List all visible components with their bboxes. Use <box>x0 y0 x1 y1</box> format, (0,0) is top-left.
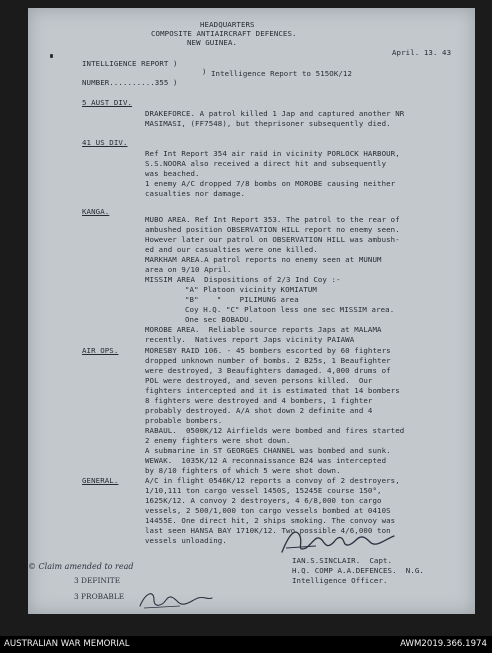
text-line: probable bombers. <box>145 416 223 425</box>
footer-institution: AUSTRALIAN WAR MEMORIAL <box>4 639 130 649</box>
text-line: vessels unloading. <box>145 536 227 545</box>
section-heading-kanga: KANGA. <box>82 207 110 216</box>
text-line: MARKHAM AREA.A patrol reports no enemy seen at MUNUM <box>145 255 382 264</box>
section-heading-41-us-div: 41 US DIV. <box>82 138 128 147</box>
text-line: 2 enemy fighters were shot down. <box>145 436 291 445</box>
text-line: "A" Platoon vicinity KOMIATUM <box>185 285 317 294</box>
header-line-1: HEADQUARTERS <box>200 20 255 29</box>
text-line: casualties nor damage. <box>145 189 246 198</box>
text-line: MASIMASI, (FF7548), but theprisoner subsequently died. <box>145 119 391 128</box>
text-line: area on 9/10 April. <box>145 265 232 274</box>
text-line: MORESBY RAID 106. - 45 bombers escorted by 60 fighters <box>145 346 391 355</box>
handwritten-note: © Claim amended to read <box>28 562 134 571</box>
text-line: was beached. <box>145 169 200 178</box>
report-subject: Intelligence Report to 515OK/12 <box>211 69 353 78</box>
document-sheet <box>28 8 475 614</box>
text-line: MUBO AREA. Ref Int Report 353. The patrol to the rear of <box>145 215 400 224</box>
text-line: recently. Natives report Japs vicinity PAIAWA <box>145 335 355 344</box>
text-line: 1625K/12. A convoy 2 destroyers, 4 6/8,000 ton cargo <box>145 496 382 505</box>
signature-image <box>276 522 406 558</box>
handwritten-note: 3 PROBABLE <box>74 592 125 601</box>
text-line: Coy H.Q. "C" Platoon less one sec MISSIM area. <box>185 305 395 314</box>
text-line: 1/10,111 ton cargo vessel 1450S, 15245E course 150°, <box>145 486 382 495</box>
text-line: One sec BOBADU. <box>185 315 254 324</box>
footer-bar <box>0 636 492 653</box>
text-line: A/C in flight 0546K/12 reports a convoy of 2 destroyers, <box>145 476 400 485</box>
text-line: by 8/10 fighters of which 5 were shot down. <box>145 466 341 475</box>
text-line: MOROBE AREA. Reliable source reports Japs at MALAMA <box>145 325 382 334</box>
intel-report-label: INTELLIGENCE REPORT ) <box>82 59 178 68</box>
text-line: probably destroyed. A/A shot down 2 definite and 4 <box>145 406 373 415</box>
text-line: fighters intercepted and it is estimated that 14 bombers <box>145 386 400 395</box>
text-line: 8 fighters were destroyed and 4 bombers, 1 fighter <box>145 396 373 405</box>
text-line: 1 enemy A/C dropped 7/8 bombs on MOROBE causing neither <box>145 179 396 188</box>
text-line: ambushed position OBSERVATION HILL report no enemy seen. <box>145 225 400 234</box>
text-line: RABAUL. 0500K/12 Airfields were bombed and fires started <box>145 426 405 435</box>
text-line: MISSIM AREA Dispositions of 2/3 Ind Coy :- <box>145 275 341 284</box>
report-date: April. 13. 43 <box>392 48 452 57</box>
signature-name: IAN.S.SINCLAIR. Capt. <box>292 556 393 565</box>
footer-accession-number: AWM2019.366.1974 <box>400 639 487 649</box>
text-line: vessels, 2 500/1,000 ton cargo vessels bombed at 0410S <box>145 506 391 515</box>
signature-title: Intelligence Officer. <box>292 576 388 585</box>
ink-mark <box>50 54 53 58</box>
text-line: However later our patrol on OBSERVATION HILL was ambush- <box>145 235 400 244</box>
section-heading-general: GENERAL. <box>82 476 119 485</box>
report-number: NUMBER..........355 ) <box>82 78 178 87</box>
initials-signature <box>136 586 216 612</box>
signature-unit: H.Q. COMP A.A.DEFENCES. N.G. <box>292 566 424 575</box>
text-line: dropped unknown number of bombs. 2 B25s, 1 Beaufighter <box>145 356 391 365</box>
text-line: were destroyed, 3 Beaufighters damaged. 4,000 drums of <box>145 366 391 375</box>
section-heading-air-ops: AIR OPS. <box>82 346 119 355</box>
handwritten-note: 3 DEFINITE <box>74 576 121 585</box>
text-line: last seen HANSA BAY 1710K/12. Two possible 4/6,000 ton <box>145 526 391 535</box>
text-line: 14455E. One direct hit, 2 ships smoking. The convoy was <box>145 516 396 525</box>
text-line: DRAKEFORCE. A patrol killed 1 Jap and captured another NR <box>145 109 405 118</box>
text-line: A submarine in ST GEORGES CHANNEL was bombed and sunk. <box>145 446 391 455</box>
text-line: "B" " PILIMUNG area <box>185 295 299 304</box>
header-line-2: COMPOSITE ANTIAIRCRAFT DEFENCES. <box>151 29 297 38</box>
text-line: S.S.NOORA also received a direct hit and subsequently <box>145 159 387 168</box>
text-line: ed and our casualties were one killed. <box>145 245 318 254</box>
text-line: WEWAK. 1035K/12 A reconnaissance B24 was intercepted <box>145 456 387 465</box>
brace-mid: ) <box>202 67 207 76</box>
text-line: Ref Int Report 354 air raid in vicinity PORLOCK HARBOUR, <box>145 149 400 158</box>
text-line: POL were destroyed, and seven persons killed. Our <box>145 376 373 385</box>
header-line-3: NEW GUINEA. <box>187 38 238 47</box>
section-heading-5-aust-div: 5 AUST DIV. <box>82 98 133 107</box>
